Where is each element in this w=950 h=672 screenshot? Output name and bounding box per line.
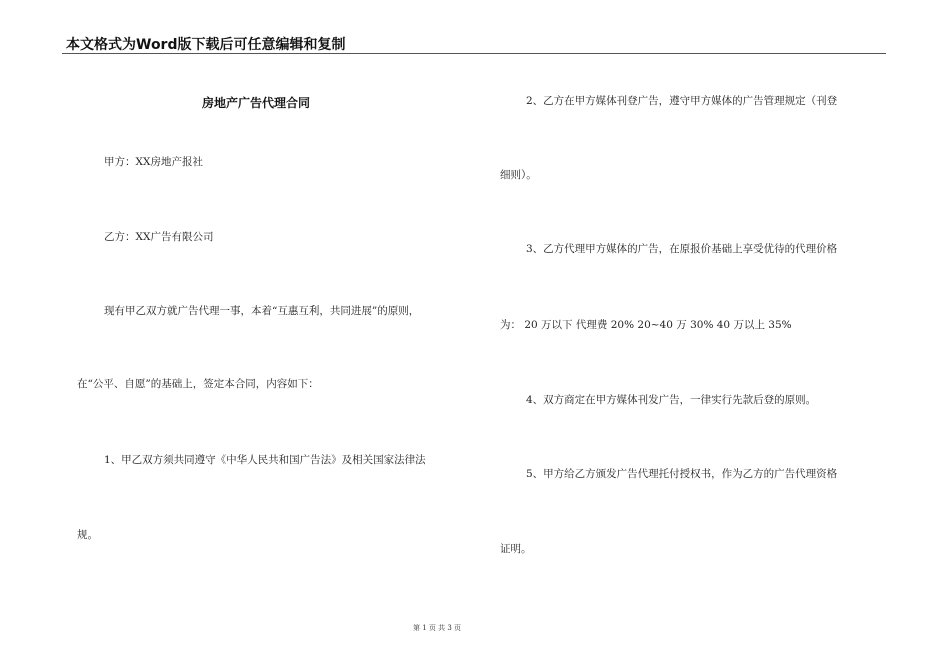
contract-title: 房地产广告代理合同 — [202, 96, 311, 110]
header-divider — [62, 53, 886, 54]
clause-4-line-1: 4、双方商定在甲方媒体刊发广告，一律实行先款后登的原则。 — [526, 394, 817, 406]
clause-2-line-2: 细则）。 — [500, 169, 537, 181]
clause-1-line-1: 1、甲乙双方须共同遵守《中华人民共和国广告法》及相关国家法律法 — [104, 454, 426, 466]
clause-5-line-1: 5、甲方给乙方颁发广告代理托付授权书，作为乙方的广告代理资格 — [526, 468, 838, 480]
clause-3-line-1: 3、乙方代理甲方媒体的广告，在原报价基础上享受优待的代理价格 — [526, 243, 838, 255]
party-b-line: 乙方：XX广告有限公司 — [104, 231, 214, 243]
page-number-footer: 第 1 页 共 3 页 — [413, 624, 462, 632]
clause-3-line-2: 为： 20 万以下 代理费 20% 20~40 万 30% 40 万以上 35% — [500, 319, 792, 331]
document-header-title: 本文格式为Word版下载后可任意编辑和复制 — [66, 37, 346, 53]
clause-2-line-1: 2、乙方在甲方媒体刊登广告，遵守甲方媒体的广告管理规定（刊登 — [526, 95, 838, 107]
intro-line-1: 现有甲乙双方就广告代理一事，本着“互惠互利，共同进展”的原则， — [104, 305, 420, 317]
clause-1-line-2: 规。 — [77, 529, 98, 541]
intro-line-2: 在“公平、自愿”的基础上，签定本合同，内容如下： — [77, 378, 319, 390]
clause-5-line-2: 证明。 — [500, 543, 532, 555]
party-a-line: 甲方：XX房地产报社 — [104, 156, 203, 168]
